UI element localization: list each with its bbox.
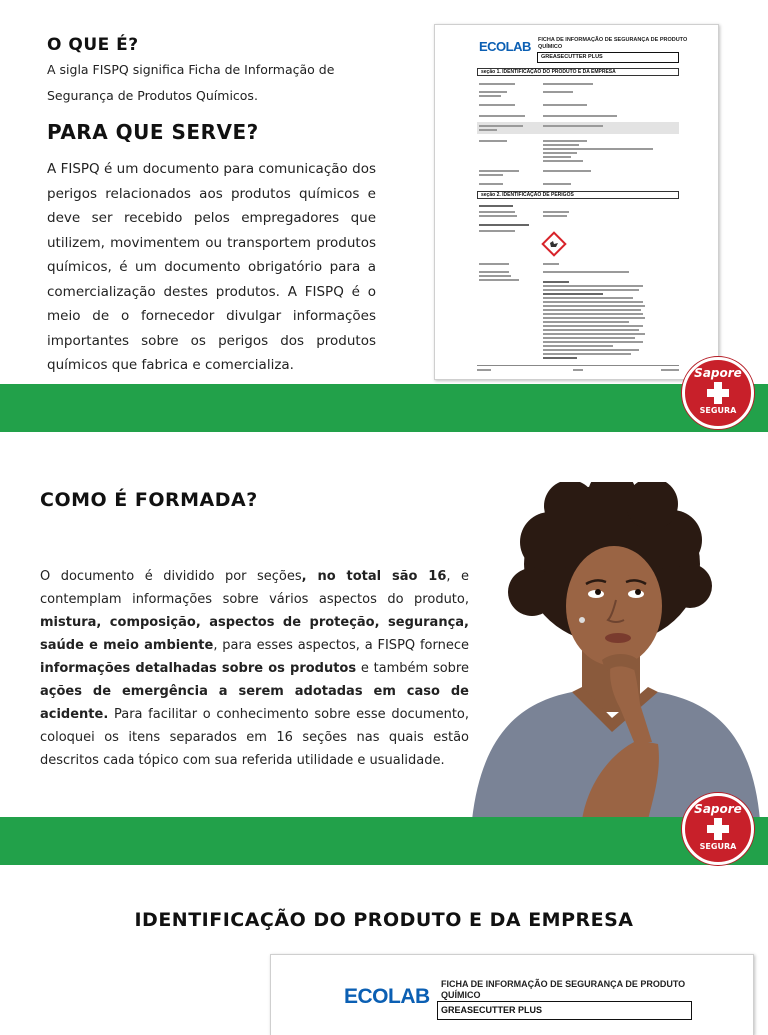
document-title-line2: QUÍMICO <box>538 44 563 50</box>
purpose-text: A FISPQ é um documento para comunicação dos perigos relacionados aos produtos químicos e deve ser recebido pelos empregadores que utilizem, movimentem ou transportem produtos químicos, é um documento obrigatório para a comercialização destes produtos. A FISPQ é o meio de o fornecedor divulgar informações importantes sobre os perigos dos produtos químicos que fabrica e comercializa. <box>47 161 376 373</box>
product-name-box-2: GREASECUTTER PLUS <box>437 1001 692 1020</box>
badge-brand: Sapore <box>694 366 742 380</box>
badge-brand: Sapore <box>694 802 742 816</box>
sapore-segura-badge-1 <box>682 357 754 429</box>
how-formed-title: COMO É FORMADA? <box>40 489 258 511</box>
ecolab-logo-2: ECOLAB <box>344 985 430 1008</box>
purpose-title: PARA QUE SERVE? <box>47 120 259 144</box>
section1-bar: seção 1. IDENTIFICAÇÃO DO PRODUTO E DA EMPRESA <box>477 68 679 76</box>
how-formed-text: O documento é dividido por seções, no total são 16, e contemplam informações sobre vários aspectos do produto, mistura, composição, aspectos de proteção, segurança, saúde e meio ambiente, para esses aspectos, a FISPQ fornece informações detalhadas sobre os produtos e também sobre ações de emergência a serem adotadas em caso de acidente. Para facilitar o conhecimento sobre esse documento, coloquei os itens separados em 16 seções nas quais estão descritos cada tópico com sua referida utilidade e usualidade. <box>40 569 469 768</box>
document-title-2-line1: FICHA DE INFORMAÇÃO DE SEGURANÇA DE PRODUTO <box>441 979 686 989</box>
document-title-2-line2: QUÍMICO <box>441 990 481 1000</box>
what-is-line1: A sigla FISPQ significa Ficha de Informação de <box>47 62 335 77</box>
green-band-1 <box>0 384 768 432</box>
corrosive-hazard-icon <box>541 231 567 257</box>
fispq-document-thumbnail <box>434 24 719 380</box>
identification-title: IDENTIFICAÇÃO DO PRODUTO E DA EMPRESA <box>134 909 634 931</box>
green-band-2 <box>0 817 768 865</box>
ecolab-logo: ECOLAB <box>479 39 531 54</box>
thinking-woman-image <box>462 482 768 820</box>
badge-sub: SEGURA <box>699 842 737 851</box>
badge-sub: SEGURA <box>699 406 737 415</box>
document-title-line1: FICHA DE INFORMAÇÃO DE SEGURANÇA DE PRODUTO <box>538 37 688 43</box>
section2-bar: seção 2. IDENTIFICAÇÃO DE PERIGOS <box>477 191 679 199</box>
product-name-box: GREASECUTTER PLUS <box>537 52 679 63</box>
fispq-document-thumbnail-2 <box>270 954 754 1035</box>
what-is-line2: Segurança de Produtos Químicos. <box>47 88 258 103</box>
what-is-title: O QUE É? <box>47 35 139 55</box>
sapore-segura-badge-2 <box>682 793 754 865</box>
